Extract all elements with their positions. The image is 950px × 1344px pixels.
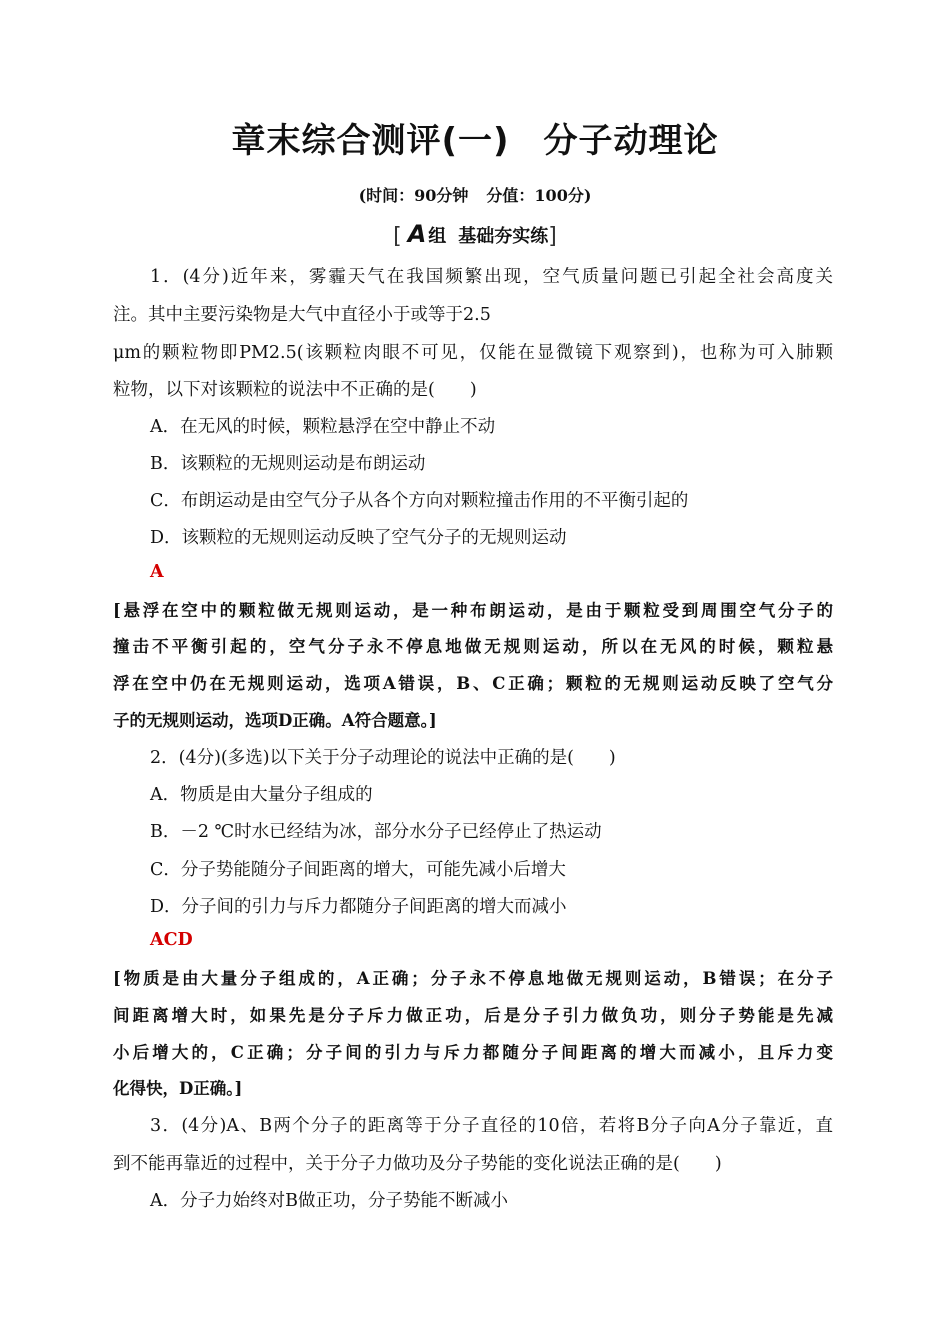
q1-stem-line-1: 1．(4分)近年来，雾霾天气在我国频繁出现，空气质量问题已引起全社会高度关 xyxy=(150,267,833,287)
q2-explanation-line-4: 化得快，D正确。] xyxy=(113,1079,243,1098)
time-limit: (时间：90分钟 xyxy=(358,186,469,205)
q1-explanation-line-2: 撞击不平衡引起的，空气分子永不停息地做无规则运动，所以在无风的时候，颗粒悬 xyxy=(113,637,833,656)
q3-stem-line-2: 到不能再靠近的过程中，关于分子力做功及分子势能的变化说法正确的是( ) xyxy=(113,1154,722,1174)
q3-stem-line-1: 3．(4分)A、B两个分子的距离等于分子直径的10倍，若将B分子向A分子靠近，直 xyxy=(150,1116,833,1136)
title-sub: 分子动理论 xyxy=(543,121,719,161)
q1-stem-line-2: 注。其中主要污染物是大气中直径小于或等于2.5 xyxy=(113,305,491,325)
q1-stem-line-4: 粒物，以下对该颗粒的说法中不正确的是( ) xyxy=(113,380,477,400)
q2-stem-line-1: 2．(4分)(多选)以下关于分子动理论的说法中正确的是( ) xyxy=(150,748,616,768)
q2-option-a: A．物质是由大量分子组成的 xyxy=(150,785,373,805)
q2-answer: ACD xyxy=(150,930,193,950)
q1-explanation-line-4: 子的无规则运动，选项D正确。A符合题意。] xyxy=(113,711,437,730)
q1-explanation-line-1: [悬浮在空中的颗粒做无规则运动，是一种布朗运动，是由于颗粒受到周围空气分子的 xyxy=(113,601,833,620)
page-title xyxy=(0,113,950,162)
q1-answer: A xyxy=(150,562,164,582)
group-name: 基础夯实练 xyxy=(458,226,549,247)
q2-explanation-line-1: [物质是由大量分子组成的，A正确；分子永不停息地做无规则运动，B错误；在分子 xyxy=(113,969,833,988)
group-heading: [ A 组 基础夯实练] xyxy=(393,220,557,249)
q1-stem-line-3: μm的颗粒物即PM2.5(该颗粒肉眼不可见，仅能在显微镜下观察到)，也称为可入肺颗 xyxy=(113,343,833,363)
group-letter: A xyxy=(407,220,427,248)
q2-explanation-line-3: 小后增大的，C正确；分子间的引力与斥力都随分子间距离的增大而减小，且斥力变 xyxy=(113,1043,833,1062)
total-score: 分值：100分) xyxy=(486,186,592,205)
q1-option-c: C．布朗运动是由空气分子从各个方向对颗粒撞击作用的不平衡引起的 xyxy=(150,491,689,511)
q1-option-a: A．在无风的时候，颗粒悬浮在空中静止不动 xyxy=(150,417,496,437)
q3-option-a: A．分子力始终对B做正功，分子势能不断减小 xyxy=(150,1191,508,1211)
exam-meta xyxy=(0,183,950,206)
q1-option-b: B．该颗粒的无规则运动是布朗运动 xyxy=(150,454,426,474)
q2-option-c: C．分子势能随分子间距离的增大，可能先减小后增大 xyxy=(150,860,566,880)
q1-explanation-line-3: 浮在空中仍在无规则运动，选项A错误，B、C正确；颗粒的无规则运动反映了空气分 xyxy=(113,674,833,693)
q1-option-d: D．该颗粒的无规则运动反映了空气分子的无规则运动 xyxy=(150,528,567,548)
q2-option-b: B．－2 ℃时水已经结为冰，部分水分子已经停止了热运动 xyxy=(150,822,602,842)
q2-option-d: D．分子间的引力与斥力都随分子间距离的增大而减小 xyxy=(150,897,567,917)
title-main: 章末综合测评(一) xyxy=(231,121,510,161)
q2-explanation-line-2: 间距离增大时，如果先是分子斥力做正功，后是分子引力做负功，则分子势能是先减 xyxy=(113,1006,833,1025)
group-label: 组 xyxy=(428,226,447,247)
